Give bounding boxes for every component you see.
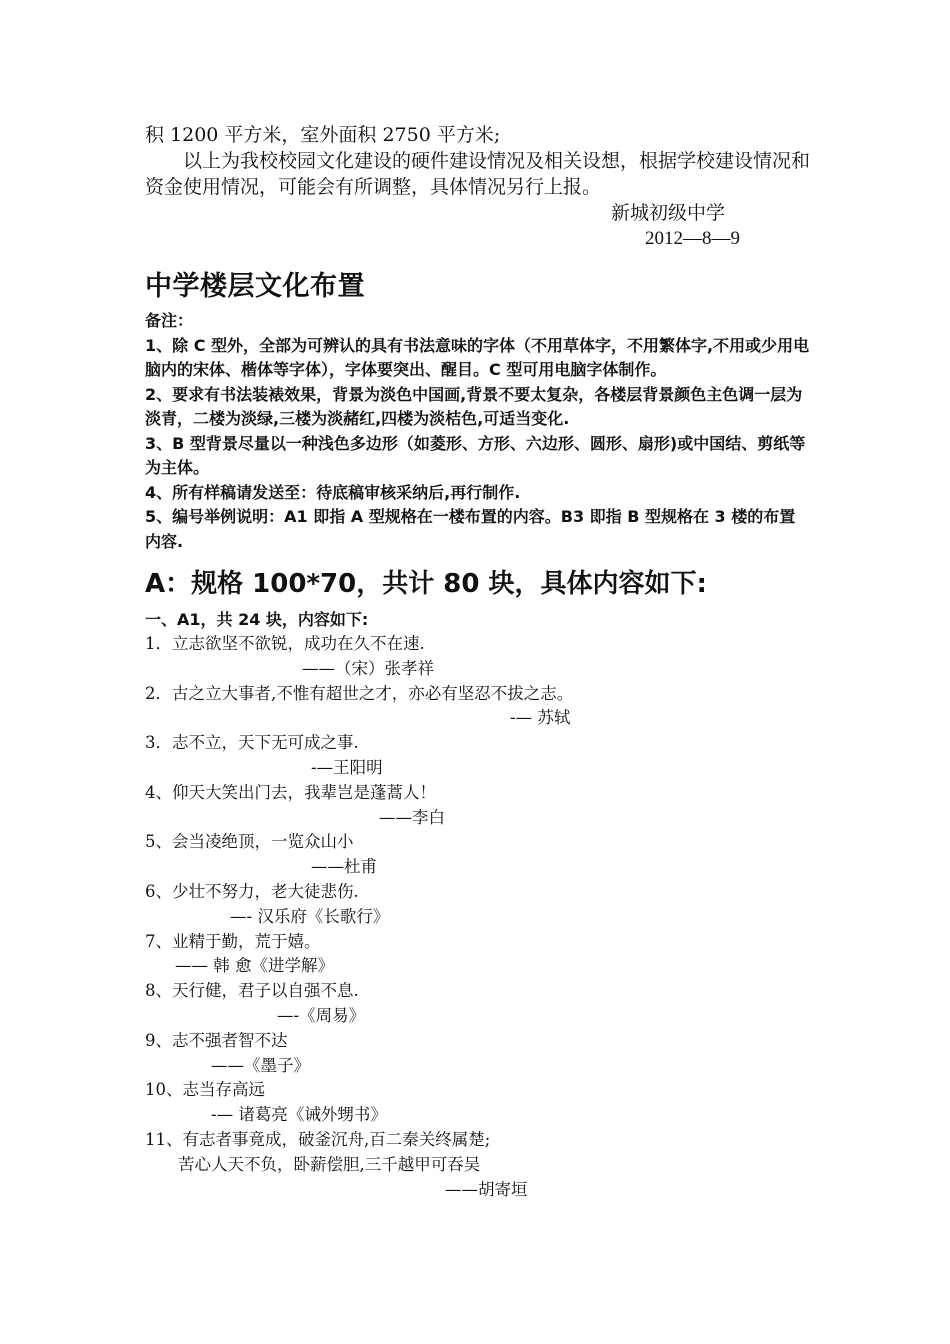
quote-text: 1．立志欲坚不欲锐，成功在久不在速.: [145, 634, 425, 653]
quote-text: 5、会当凌绝顶，一览众山小: [145, 832, 354, 852]
intro-paragraph: 以上为我校校园文化建设的硬件建设情况及相关设想，根据学校建设情况和资金使用情况，可能会有所调整，具体情况另行上报。: [145, 150, 811, 198]
spec-subtitle: 一、A1，共 24 块，内容如下:: [145, 610, 369, 629]
intro-block: [145, 122, 810, 252]
quote-text: 11、有志者事竟成，破釜沉舟,百二秦关终属楚;: [145, 1129, 491, 1149]
quote-author: —- 汉乐府《长歌行》: [230, 906, 390, 926]
quote-text: 10、志当存高远: [145, 1080, 265, 1100]
spec-title: A：规格 100*70，共计 80 块，具体内容如下:: [145, 569, 707, 599]
quote-author: ——《墨子》: [211, 1055, 310, 1075]
quote-text: 4、仰天大笑出门去，我辈岂是蓬蒿人！: [145, 782, 436, 802]
note-item: 4、所有样稿请发送至：待底稿审核采纳后,再行制作.: [145, 482, 521, 502]
quote-author: —-《周易》: [277, 1005, 366, 1025]
quote-text: 6、少壮不努力，老大徒悲伤.: [145, 881, 359, 901]
section-title: 中学楼层文化布置: [145, 271, 365, 302]
intro-line: 积 1200 平方米，室外面积 2750 平方米;: [145, 124, 501, 146]
notes-label: 备注：: [145, 311, 194, 330]
quote-author: -—王阳明: [311, 757, 383, 777]
signature-organization: 新城初级中学: [611, 202, 726, 224]
quote-text: 2．古之立大事者,不惟有超世之才，亦必有坚忍不拔之志。: [145, 683, 574, 703]
document-page: [145, 122, 810, 1202]
note-item: 5、编号举例说明：A1 即指 A 型规格在一楼布置的内容。B3 即指 B 型规格在 3 楼的布置内容.: [145, 507, 796, 551]
quote-text: 8、天行健，君子以自强不息.: [145, 981, 359, 1001]
quote-author: -— 诸葛亮《诫外甥书》: [211, 1105, 387, 1125]
quote-text: 3．志不立，天下无可成之事.: [145, 733, 359, 753]
quote-author: ——李白: [379, 807, 445, 827]
quote-author: -— 苏轼: [510, 708, 571, 728]
note-item: 1、除 C 型外，全部为可辨认的具有书法意味的字体（不用草体字，不用繁体字,不用或少用电脑内的宋体、楷体等字体），字体要突出、醒目。C 型可用电脑字体制作。: [145, 335, 810, 379]
note-item: 3、B 型背景尽量以一种浅色多边形（如菱形、方形、六边形、圆形、扇形)或中国结、剪纸等为主体。: [145, 433, 806, 477]
quote-author: ——胡寄垣: [445, 1179, 528, 1199]
quote-text-continued: 苦心人天不负，卧薪偿胆,三千越甲可吞吴: [178, 1154, 481, 1174]
quote-author: ——（宋）张孝祥: [302, 658, 434, 678]
signature-date: 2012—8—9: [645, 228, 740, 249]
notes-block: [145, 309, 810, 554]
note-item: 2、要求有书法装裱效果，背景为淡色中国画,背景不要太复杂，各楼层背景颜色主色调一层为淡青，二楼为淡绿,三楼为淡赭红,四楼为淡桔色,可适当变化.: [145, 384, 803, 428]
quote-author: —— 韩 愈《进学解》: [175, 956, 334, 976]
quote-list: [145, 632, 810, 1202]
quote-text: 9、志不强者智不达: [145, 1030, 288, 1050]
quote-author: ——杜甫: [311, 857, 377, 877]
quote-text: 7、业精于勤，荒于嬉。: [145, 931, 321, 951]
